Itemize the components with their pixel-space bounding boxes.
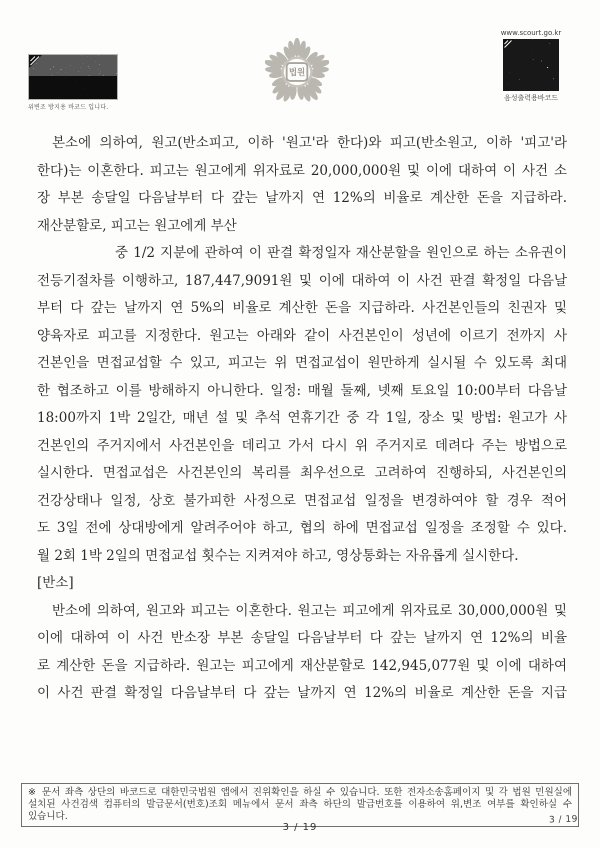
- body-line: 전등기절차를 이행하고, 187,447,9091원 및 이에 대하여 이 사건 판결 확정일 다음날: [37, 272, 567, 289]
- court-seal: [265, 38, 329, 108]
- anti-forgery-barcode-block: [28, 54, 118, 111]
- anti-forgery-barcode: [28, 54, 118, 100]
- voice-output-qr: [503, 39, 559, 91]
- qr-noise-image: [503, 39, 559, 91]
- body-line: 도 3일 전에 상대방에게 알려주어야 하고, 협의 하에 면접교섭 일정을 조정할 수 있다.: [37, 520, 567, 536]
- page-number-right: 3 / 19: [548, 814, 579, 826]
- body-line: 건본인의 주거지에서 사건본인을 데리고 가서 다시 위 주거지로 데려다 주는 방법으로: [37, 437, 567, 454]
- body-line: 건본인을 면접교섭할 수 있고, 피고는 위 면접교섭이 원만하게 실시될 수 있도록 최대: [37, 355, 567, 371]
- body-line: 재산분할로, 피고는 원고에게 부산: [37, 217, 237, 234]
- judgment-text: [37, 130, 567, 708]
- body-line: 한 협조하고 이를 방해하지 아니한다. 일정: 매월 둘째, 넷째 토요일 10:00부터 다음날: [37, 382, 567, 399]
- voice-barcode-caption: 음성출력용바코드: [503, 94, 559, 102]
- body-line: 중 1/2 지분에 관하여 이 판결 확정일자 재산분할을 원인으로 하는 소유권이: [115, 245, 567, 261]
- body-line: 양육자로 피고를 지정한다. 원고는 아래와 같이 사건본인이 성년에 이르기 전까지 사: [37, 327, 567, 344]
- court-seal-emblem: [265, 38, 329, 106]
- anti-forgery-caption: 위변조 방지용 바코드 입니다.: [28, 104, 109, 111]
- body-line: 로 계산한 돈을 지급하라. 원고는 피고에게 재산분할로 142,945,077원 및 이에 대하여: [37, 657, 567, 674]
- body-line: 반소에 의하여, 원고와 피고는 이혼한다. 원고는 피고에게 위자료로 30,000,000원 및: [52, 602, 567, 619]
- body-line: 장 부본 송달일 다음날부터 다 갚는 날까지 연 12%의 비율로 계산한 돈을 지급하라.: [37, 190, 567, 206]
- verification-notice-box: [21, 783, 579, 827]
- voice-barcode-block: [496, 29, 566, 103]
- page-number-center: 3 / 19: [282, 822, 318, 833]
- body-line: 18:00까지 1박 2일간, 매년 설 및 추석 연휴기간 중 각 1일, 장소 및 방법: 원고가 사: [37, 410, 567, 426]
- body-line: 월 2회 1박 2일의 면접교섭 횟수는 지켜져야 하고, 영상통화는 자유롭게 실시한다.: [37, 547, 519, 564]
- body-line: 한다)는 이혼한다. 피고는 원고에게 위자료로 20,000,000원 및 이에 대하여 이 사건 소: [37, 162, 567, 179]
- body-line: 실시한다. 면접교섭은 사건본인의 복리를 최우선으로 고려하여 진행하되, 사건본인의: [37, 465, 567, 481]
- barcode-noise-image: [29, 55, 117, 99]
- body-line: 본소에 의하여, 원고(반소피고, 이하 '원고'라 한다)와 피고(반소원고, 이하 '피고'라: [52, 135, 567, 151]
- counterclaim-heading: [반소]: [37, 575, 74, 591]
- body-line: 부터 다 갚는 날까지 연 5%의 비율로 계산한 돈을 지급하라. 사건본인들의 친권자 및: [37, 300, 567, 316]
- body-line: 건강상태나 일정, 상호 불가피한 사정으로 면접교섭 일정을 변경하여야 할 경우 적어: [37, 492, 567, 509]
- body-line: 이에 대하여 이 사건 반소장 부본 송달일 다음날부터 다 갚는 날까지 연 12%의 비율: [37, 630, 567, 646]
- verification-notice-text: ※ 문서 좌측 상단의 바코드로 대한민국법원 앱에서 진위확인을 하실 수 있습니다. 또한 전자소송홈페이지 및 각 법원 민원실에 설치된 사건검색 컴퓨터의 발급문서(번호)조회 메뉴에서 문서 좌측 하단의 발급번호를 이용하여 위,변조 여부를 확인하실 수 있습니다.: [28, 787, 572, 822]
- seal-label: 법원: [288, 67, 306, 78]
- body-line: 이 사건 판결 확정일 다음날부터 다 갚는 날까지 연 12%의 비율로 계산한 돈을 지급: [37, 685, 567, 701]
- scourt-url-text: www.scourt.go.kr: [500, 29, 562, 37]
